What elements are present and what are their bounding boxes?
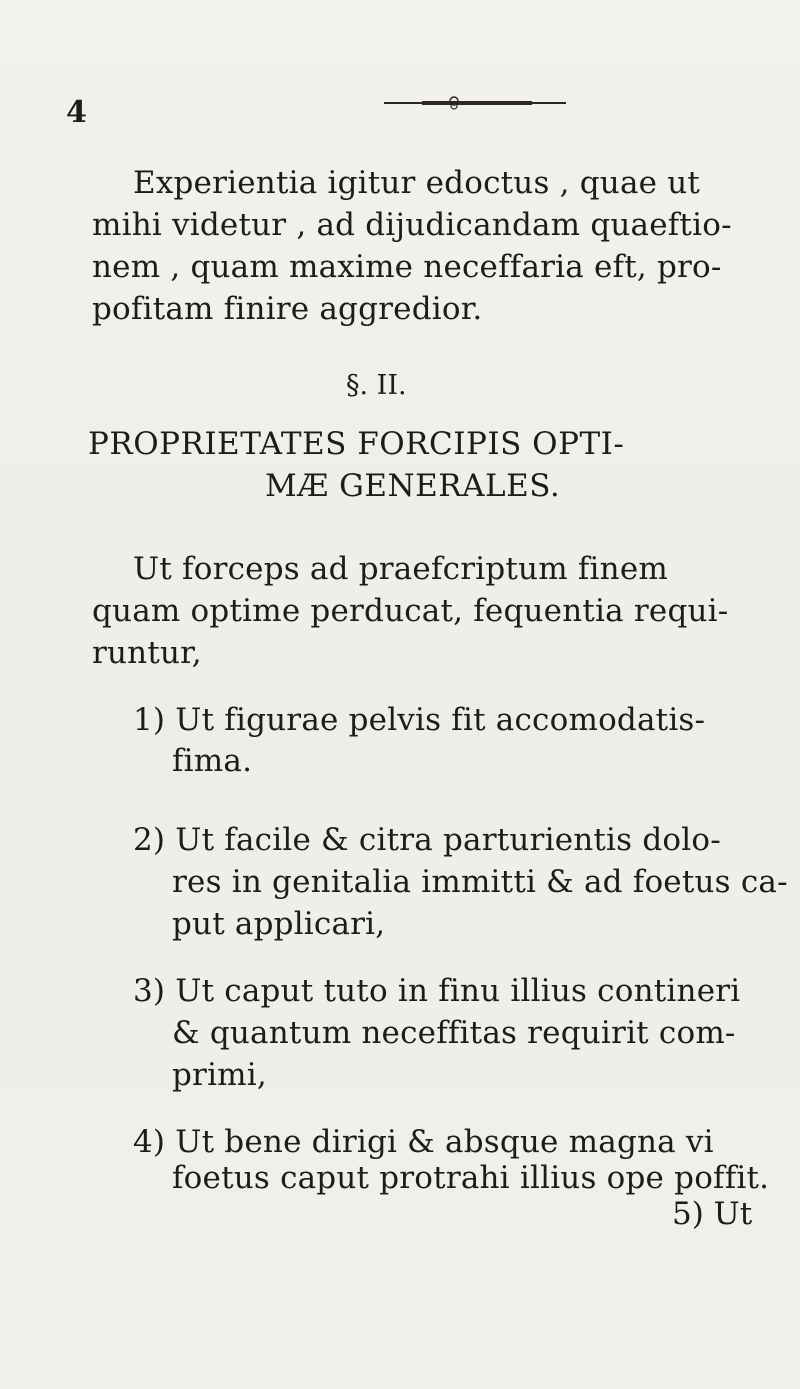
paragraph-line: runtur, — [92, 635, 202, 671]
list-item-line: foetus caput protrahi illius ope poffit. — [172, 1160, 770, 1196]
list-item-line: 3) Ut caput tuto in finu illius contineri — [133, 973, 741, 1009]
list-item-line: fima. — [172, 743, 253, 779]
paragraph-line: Experientia igitur edoctus , quae ut — [133, 165, 701, 201]
catchword: 5) Ut — [672, 1196, 753, 1232]
section-heading-line: MÆ GENERALES. — [265, 468, 561, 504]
paragraph-line: nem , quam maxime neceffaria eft, pro- — [92, 249, 722, 285]
list-item-line: 4) Ut bene dirigi & absque magna vi — [133, 1124, 714, 1160]
paragraph-line: quam optime perducat, fequentia requi- — [92, 593, 729, 629]
header-rule-ornament-icon — [382, 96, 568, 110]
paragraph-line: mihi videtur , ad dijudicandam quaeftio- — [92, 207, 732, 243]
list-item-line: 1) Ut figurae pelvis fit accomodatis- — [133, 702, 706, 738]
list-item-line: primi, — [172, 1057, 267, 1093]
paragraph-line: Ut forceps ad praefcriptum finem — [133, 551, 668, 587]
page-number: 4 — [66, 95, 87, 130]
section-heading-line: PROPRIETATES FORCIPIS OPTI- — [88, 426, 625, 462]
section-number: §. II. — [346, 370, 407, 401]
list-item-line: put applicari, — [172, 906, 386, 942]
list-item-line: res in genitalia immitti & ad foetus ca- — [172, 864, 788, 900]
paragraph-line: pofitam finire aggredior. — [92, 291, 483, 327]
list-item-line: 2) Ut facile & citra parturientis dolo- — [133, 822, 721, 858]
list-item-line: & quantum neceffitas requirit com- — [172, 1015, 736, 1051]
